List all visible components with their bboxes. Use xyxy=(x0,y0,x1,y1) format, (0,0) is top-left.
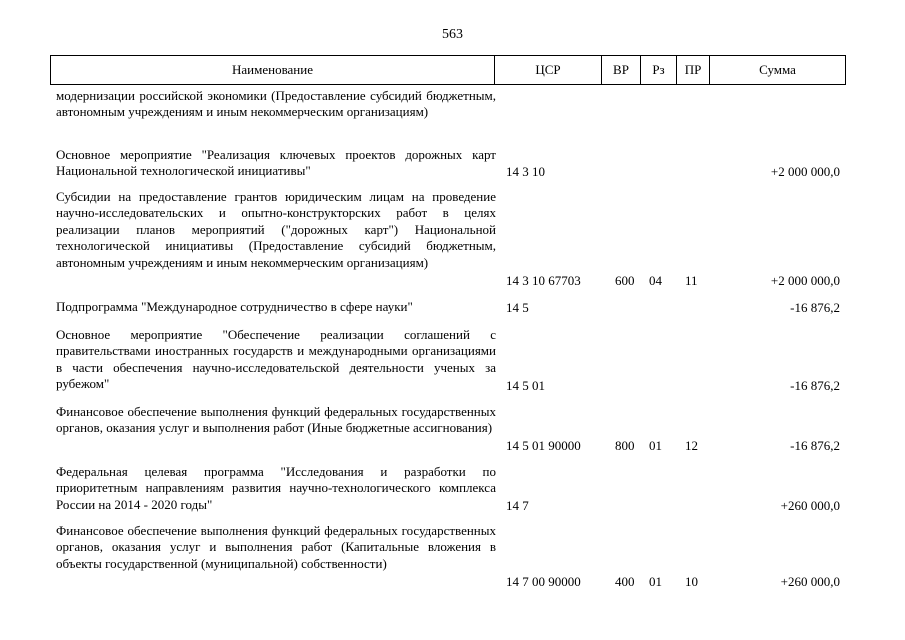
row-name: модернизации российской экономики (Предоставление субсидий бюджетным, автономным учреждениям и иным некоммерческим организациям) xyxy=(56,88,496,120)
table-row xyxy=(50,189,846,289)
row-name: Основное мероприятие "Обеспечение реализации соглашений с правительствами иностранных государств и международными организациями в части обеспечения научно-исследовательской деятельности ученых за рубежом" xyxy=(56,327,496,392)
row-vr: 800 xyxy=(615,437,635,453)
row-name: Подпрограмма "Международное сотрудничество в сфере науки" xyxy=(56,299,413,314)
header-sum: Сумма xyxy=(759,62,796,77)
row-pr: 10 xyxy=(685,573,698,589)
row-sum: -16 876,2 xyxy=(790,437,840,453)
row-vr: 600 xyxy=(615,272,635,288)
row-name: Основное мероприятие "Реализация ключевых проектов дорожных карт Национальной технологической инициативы" xyxy=(56,147,496,179)
table-row xyxy=(50,404,846,454)
row-name: Финансовое обеспечение выполнения функций федеральных государственных органов, оказания услуг и выполнения работ (Иные бюджетные ассигнования) xyxy=(56,404,496,436)
table-header xyxy=(50,55,846,85)
row-rz: 04 xyxy=(649,272,662,288)
table-row xyxy=(50,327,846,394)
row-sum: -16 876,2 xyxy=(790,377,840,393)
row-sum: +2 000 000,0 xyxy=(770,163,840,179)
row-csr: 14 5 xyxy=(506,299,529,315)
header-rz: Рз xyxy=(641,56,677,84)
header-pr: ПР xyxy=(677,56,710,84)
header-csr: ЦСР xyxy=(495,56,602,84)
table-row xyxy=(50,464,846,514)
row-csr: 14 5 01 90000 xyxy=(506,437,581,453)
row-csr: 14 3 10 67703 xyxy=(506,272,581,288)
row-csr: 14 7 xyxy=(506,497,529,513)
page-number: 563 xyxy=(442,27,463,42)
row-csr: 14 7 00 90000 xyxy=(506,573,581,589)
row-name: Федеральная целевая программа "Исследования и разработки по приоритетным направлениям развития научно-технологического комплекса России на 2014 - 2020 годы" xyxy=(56,464,496,512)
header-name: Наименование xyxy=(51,56,495,84)
row-rz: 01 xyxy=(649,437,662,453)
table-row xyxy=(50,523,846,590)
row-csr: 14 5 01 xyxy=(506,377,545,393)
row-pr: 11 xyxy=(685,272,698,288)
row-vr: 400 xyxy=(615,573,635,589)
row-name: Финансовое обеспечение выполнения функций федеральных государственных органов, оказания услуг и выполнения работ (Капитальные вложения в объекты государственной (муниципальной) собственности) xyxy=(56,523,496,571)
row-name: Субсидии на предоставление грантов юридическим лицам на проведение научно-исследовательских и опытно-конструкторских работ в целях реализации планов мероприятий ("дорожных карт") Национальной технологической инициативы (Предоставление субсидий бюджетным, автономным учреждениям и иным некоммерческим организациям) xyxy=(56,189,496,270)
table-row xyxy=(50,299,846,316)
row-pr: 12 xyxy=(685,437,698,453)
row-sum: +260 000,0 xyxy=(780,573,840,589)
row-csr: 14 3 10 xyxy=(506,163,545,179)
header-vr: ВР xyxy=(602,56,641,84)
row-sum: -16 876,2 xyxy=(790,299,840,315)
row-rz: 01 xyxy=(649,573,662,589)
row-sum: +2 000 000,0 xyxy=(770,272,840,288)
table-row xyxy=(50,88,846,138)
table-row xyxy=(50,147,846,180)
row-sum: +260 000,0 xyxy=(780,497,840,513)
